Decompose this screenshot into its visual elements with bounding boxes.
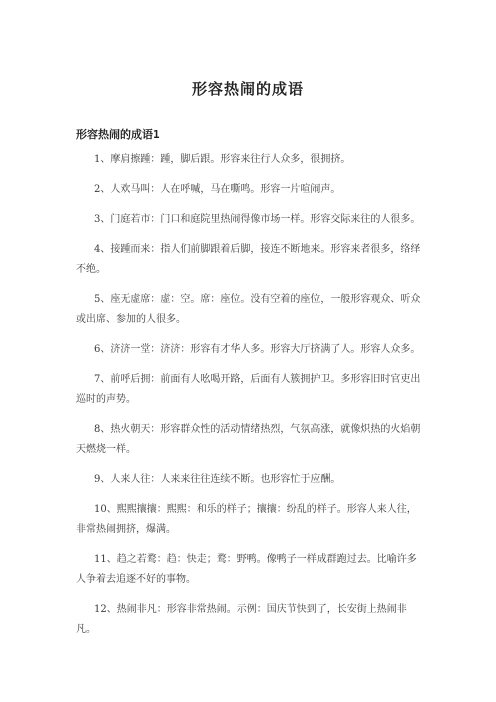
list-item: 3、门庭若市：门口和庭院里热闹得像市场一样。形容交际来往的人很多。	[94, 214, 421, 225]
list-item: 5、座无虚席：虚：空。席：座位。没有空着的座位，一般形容观众、听众或出席、参加的人很多。	[76, 294, 421, 325]
list-item: 7、前呼后拥：前面有人吆喝开路，后面有人簇拥护卫。多形容旧时官吏出巡时的声势。	[76, 374, 421, 405]
list-item: 4、接踵而来：指人们前脚跟着后脚，接连不断地来。形容来者很多，络绎不绝。	[76, 244, 421, 275]
document-title: 形容热闹的成语	[191, 80, 304, 98]
list-item: 10、熙熙攘攘：熙熙：和乐的样子；攘攘：纷乱的样子。形容人来人往，非常热闹拥挤，爆满。	[76, 504, 417, 535]
list-item: 11、趋之若鹜：趋：快走；鹜：野鸭。像鸭子一样成群跑过去。比喻许多人争着去追逐不好的事物。	[76, 554, 417, 585]
list-item: 12、热闹非凡：形容非常热闹。示例：国庆节快到了，长安街上热闹非凡。	[76, 604, 407, 635]
idiom-list	[76, 150, 422, 650]
list-item: 2、人欢马叫：人在呼喊，马在嘶鸣。形容一片喧闹声。	[94, 184, 341, 195]
list-item: 6、济济一堂：济济：形容有才华人多。形容大厅挤满了人。形容人众多。	[94, 344, 421, 355]
list-item: 1、摩肩擦踵：踵，脚后跟。形容来往行人众多，很拥挤。	[94, 154, 351, 165]
list-item: 8、热火朝天：形容群众性的活动情绪热烈，气氛高涨，就像炽热的火焰朝天燃烧一样。	[76, 424, 421, 455]
list-item: 9、人来人往：人来来往往连续不断。也形容忙于应酬。	[94, 474, 341, 485]
section-heading: 形容热闹的成语1	[76, 128, 160, 141]
